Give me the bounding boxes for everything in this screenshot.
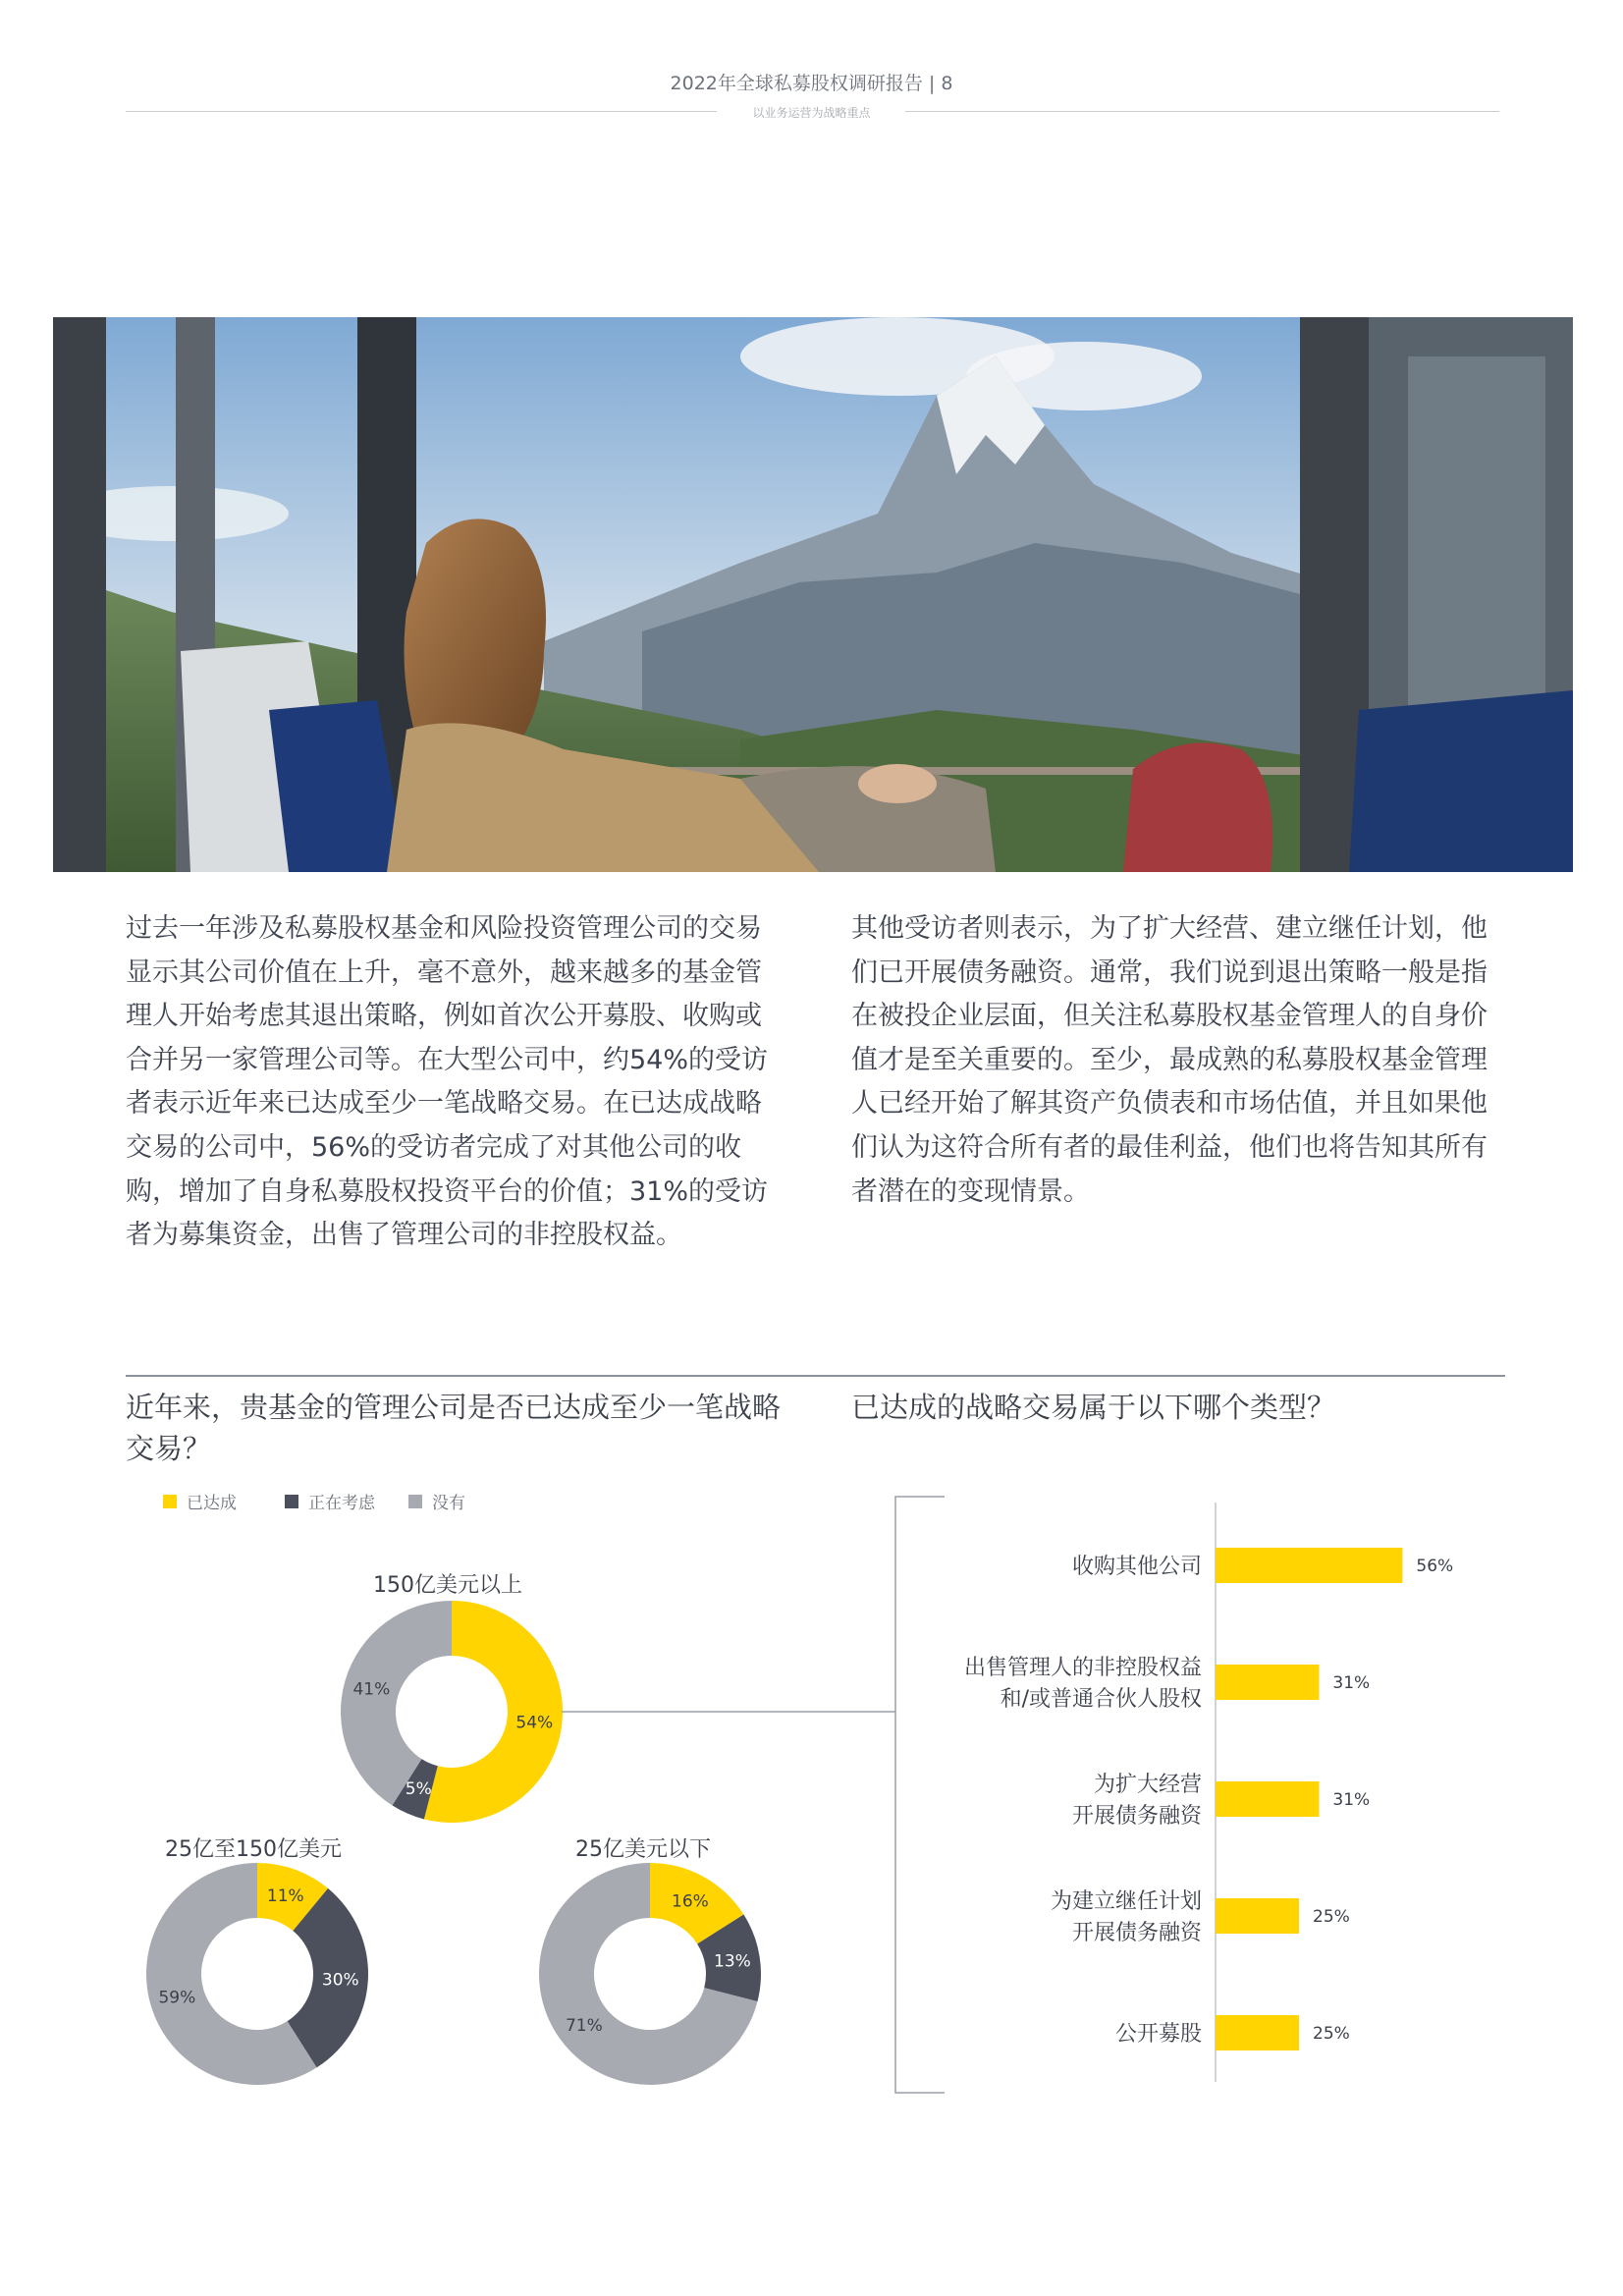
bar-category-label: 开展债务融资 — [1071, 1804, 1202, 1829]
bar-value-label: 56% — [1416, 1557, 1454, 1576]
bar-category-label: 收购其他公司 — [1071, 1555, 1202, 1579]
bar-chart — [964, 1548, 1453, 2050]
donut-slice-label: 41% — [352, 1679, 391, 1700]
bar-category-label: 和/或普通合伙人股权 — [1000, 1687, 1202, 1712]
bar-value-label: 31% — [1332, 1673, 1371, 1693]
donut-slice-label: 13% — [714, 1951, 751, 1972]
donut-title-small: 25亿美元以下 — [575, 1837, 711, 1862]
bar-category-label: 为建立继任计划 — [1050, 1889, 1202, 1914]
donut-slice-label: 71% — [565, 2016, 603, 2037]
running-header: 2022年全球私募股权调研报告 | 8 — [670, 73, 953, 94]
donut-slice-label: 54% — [515, 1713, 554, 1733]
donut-slice-label: 16% — [672, 1891, 709, 1912]
donut-title-large: 150亿美元以上 — [373, 1573, 522, 1598]
donut-slice-label: 11% — [266, 1886, 304, 1907]
bar — [1216, 2015, 1299, 2050]
donut-slice-label: 5% — [405, 1779, 432, 1800]
bar-value-label: 25% — [1313, 1907, 1350, 1927]
donut-charts — [146, 1601, 761, 2085]
bar-category-label: 出售管理人的非控股权益 — [963, 1656, 1202, 1680]
donut-title-mid: 25亿至150亿美元 — [165, 1837, 342, 1862]
bar-category-label: 公开募股 — [1114, 2022, 1202, 2047]
bar — [1216, 1548, 1402, 1583]
bar — [1216, 1665, 1319, 1700]
question-title-left: 近年来，贵基金的管理公司是否已达成至少一笔战略交易？ — [126, 1391, 782, 1465]
bracket — [895, 1497, 945, 2093]
bar-value-label: 25% — [1313, 2024, 1350, 2044]
legend-label: 没有 — [432, 1494, 465, 1513]
bar — [1216, 1898, 1299, 1934]
bar-value-label: 31% — [1332, 1790, 1371, 1810]
donut-slice-label: 59% — [158, 1988, 196, 2008]
body-paragraph-right: 其他受访者则表示，为了扩大经营、建立继任计划，他们已开展债务融资。通常，我们说到退出策略一般是指在被投企业层面，但关注私募股权基金管理人的自身价值才是至关重要的。至少，最成熟的私募股权基金管理人已经开始了解其资产负债表和市场估值，并且如果他们认为这符合所有者的最佳利益，他们也将告知其所有者潜在的变现情景。 — [851, 913, 1488, 1207]
body-paragraph-left: 过去一年涉及私募股权基金和风险投资管理公司的交易显示其公司价值在上升，毫不意外，越来越多的基金管理人开始考虑其退出策略，例如首次公开募股、收购或合并另一家管理公司等。在大型公司中，约54%的受访者表示近年来已达成至少一笔战略交易。在已达成战略交易的公司中，56%的受访者完成了对其他公司的收购，增加了自身私募股权投资平台的价值；31%的受访者为募集资金，出售了管理公司的非控股权益。 — [126, 913, 769, 1251]
running-subheader: 以业务运营为战略重点 — [752, 106, 871, 120]
bar-category-label: 为扩大经营 — [1093, 1773, 1202, 1797]
bar-category-label: 开展债务融资 — [1071, 1921, 1202, 1945]
bar — [1216, 1781, 1319, 1817]
question-title-right: 已达成的战略交易属于以下哪个类型？ — [851, 1391, 1336, 1424]
donut-slice-label: 30% — [321, 1970, 359, 1991]
legend-label: 已达成 — [187, 1494, 237, 1513]
legend-label: 正在考虑 — [308, 1494, 375, 1513]
